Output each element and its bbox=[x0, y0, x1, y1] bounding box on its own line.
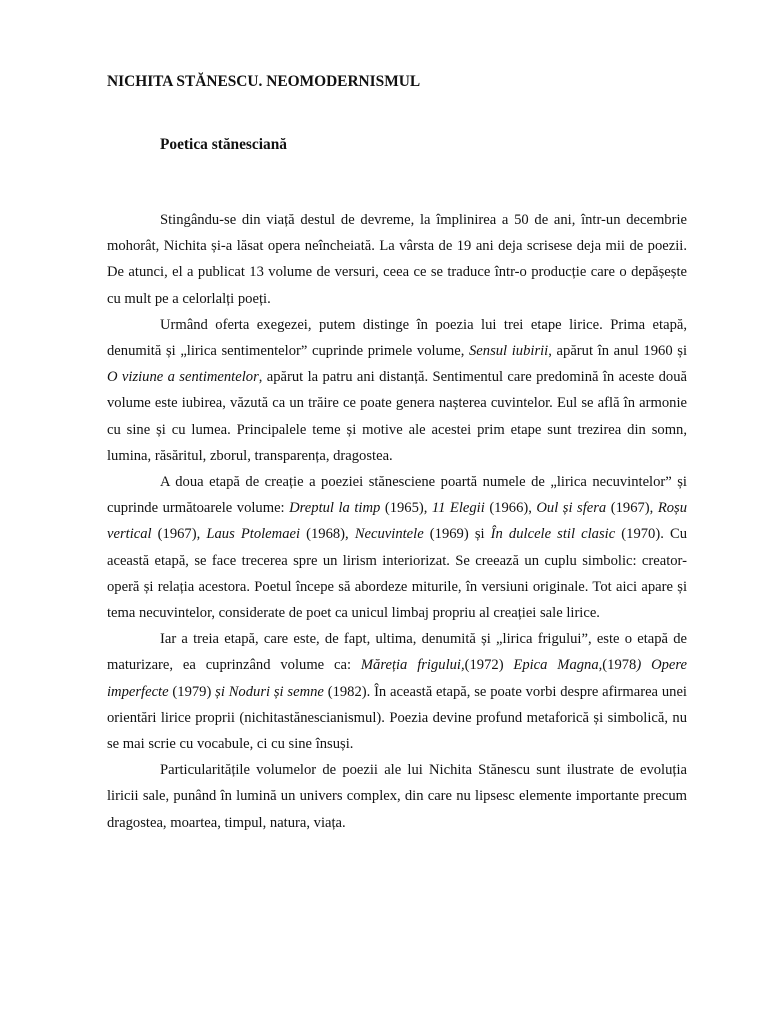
italic-title-run: Necuvintele bbox=[354, 526, 424, 543]
paragraph-2 bbox=[107, 312, 687, 469]
section-heading: Poetica stănesciană bbox=[160, 136, 287, 153]
italic-title-run: Măreția frigului, bbox=[360, 657, 465, 674]
text-run: , apărut în anul 1960 și bbox=[548, 343, 687, 360]
paragraph-5 bbox=[107, 757, 687, 836]
text-run: Stingându-se din viață destul de devreme, la împlinirea a 50 de ani, într-un decembrie mohorât, Nichita și-a lăsat opera neîncheiată. La vârsta de 19 ani deja scrisese deja mii de poezii. De atunci, el a publicat 13 volume de versuri, ceea ce se traduce într-o producție care o depășește cu mult pe a celorlalți poeți. bbox=[107, 212, 687, 307]
text-run: (1967), bbox=[606, 500, 658, 517]
italic-title-run: Sensul iubirii bbox=[469, 343, 549, 360]
italic-title-run: În dulcele stil clasic bbox=[490, 526, 616, 543]
italic-title-run: O viziune a sentimentelor bbox=[107, 369, 259, 386]
italic-title-run: Roșu vertical bbox=[107, 500, 688, 543]
body-text bbox=[107, 207, 687, 836]
text-run: (1979) bbox=[168, 683, 216, 700]
text-run: (1967), bbox=[151, 526, 207, 543]
text-run: (1970). Cu această etapă, se face trecerea spre un lirism interiorizat. Se creează un cuplu simbolic: creator-operă și relația acestora. Poetul începe să abordeze miturile, în versiuni originale. Tot aici apare și tema necuvintelor, considerate de poet ca unicul limbaj propriu al creației sale lirice. bbox=[107, 526, 687, 622]
paragraph-3 bbox=[107, 469, 687, 626]
text-run: (1972) bbox=[464, 657, 514, 674]
text-run: (1966), bbox=[484, 500, 537, 517]
text-run: Iar a treia etapă, care este, de fapt, ultima, denumită și „lirica frigului”, este o etapă de maturizare, ea cuprinzând volume ca: bbox=[107, 631, 687, 674]
text-run: ,(1978 bbox=[598, 657, 637, 674]
italic-title-run: Laus Ptolemaei bbox=[206, 526, 301, 543]
document-title: NICHITA STĂNESCU. NEOMODERNISMUL bbox=[107, 73, 421, 90]
italic-title-run: 11 Elegii bbox=[431, 500, 485, 517]
italic-title-run: Dreptul la timp bbox=[289, 500, 381, 517]
text-run: (1965), bbox=[380, 500, 432, 517]
text-run: (1982). În această etapă, se poate vorbi despre afirmarea unei orientări lirice proprii (nichitastănescianismul). Poezia devine profund metaforică și simbolică, nu se mai scrie cu vocabule, ci cu sine însuși. bbox=[107, 683, 687, 753]
italic-title-run: ) Opere imperfecte bbox=[107, 657, 687, 700]
italic-title-run: Oul și sfera bbox=[536, 500, 607, 517]
paragraph-1 bbox=[107, 207, 687, 312]
text-run: Particularitățile volumelor de poezii ale lui Nichita Stănescu sunt ilustrate de evoluția liricii sale, punând în lumină un univers complex, din care nu lipsesc elemente importante precum dragostea, moartea, timpul, natura, viața. bbox=[107, 762, 687, 831]
italic-title-run: Epica Magna bbox=[513, 657, 599, 674]
italic-title-run: și Noduri și semne bbox=[215, 683, 324, 700]
text-run: (1969) și bbox=[423, 526, 491, 543]
text-run: Urmând oferta exegezei, putem distinge în poezia lui trei etape lirice. Prima etapă, denumită și „lirica sentimentelor” cuprinde primele volume, bbox=[107, 316, 687, 360]
paragraph-4 bbox=[107, 626, 687, 757]
text-run: (1968), bbox=[300, 526, 355, 543]
text-run: , apărut la patru ani distanță. Sentimentul care predomină în aceste două volume este iubirea, văzută ca un trăire ce poate genera nașterea cuvintelor. Eul se află în armonie cu sine și cu lumea. Principalele teme și motive ale acestei prim etape sunt trezirea din somn, lumina, răsăritul, zborul, transparența, dragostea. bbox=[107, 369, 687, 464]
text-run: A doua etapă de creație a poeziei stănesciene poartă numele de „lirica necuvintelor” și cuprinde următoarele volume: bbox=[107, 474, 687, 517]
